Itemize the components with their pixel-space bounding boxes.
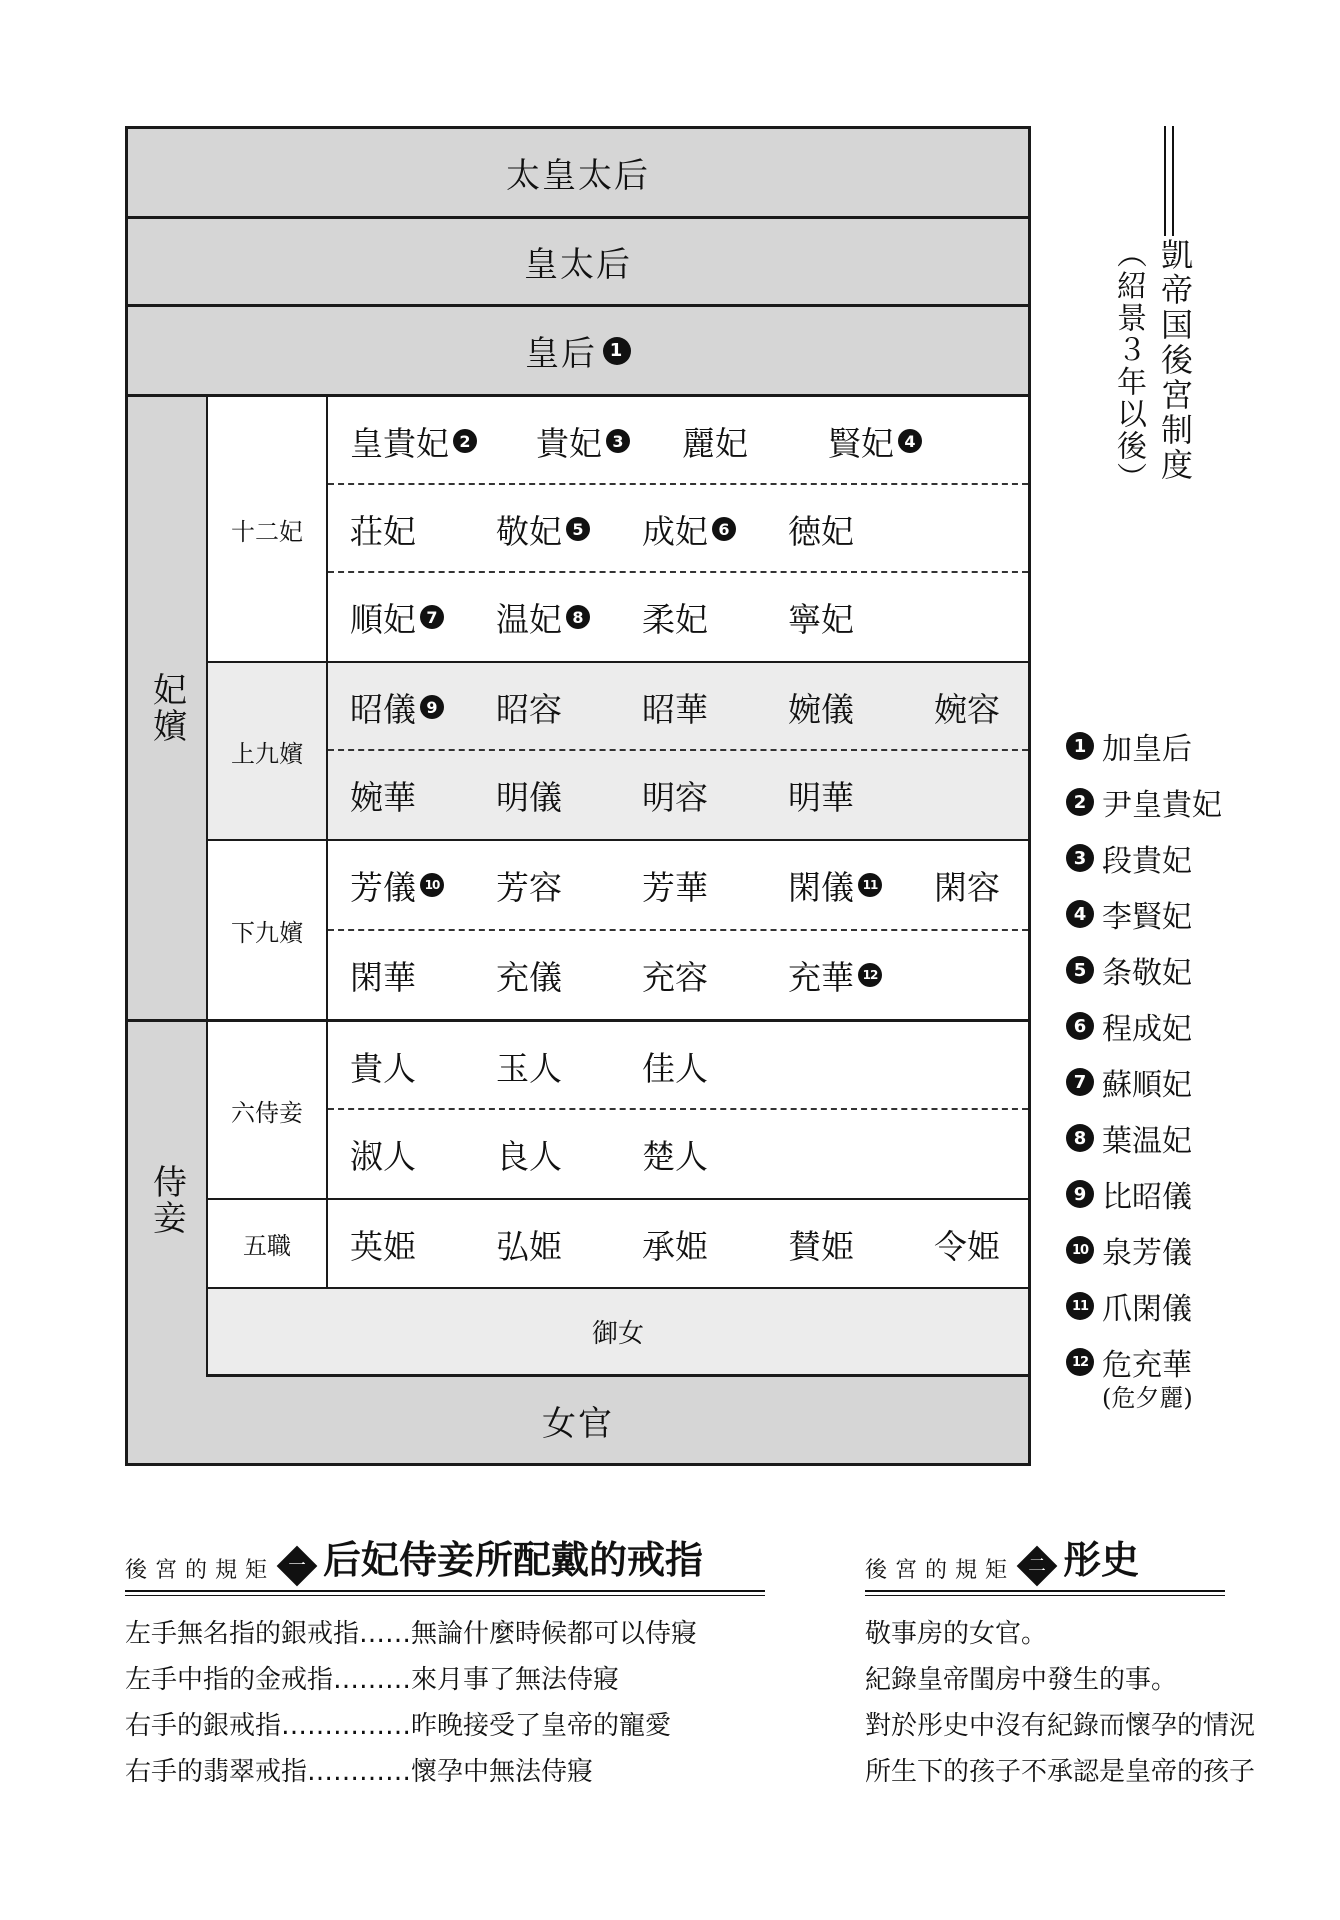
number-badge: 7 xyxy=(420,605,444,629)
rank-title: 温妃 xyxy=(496,599,562,639)
legend-item xyxy=(1066,830,1336,886)
chart-title xyxy=(1098,126,1208,506)
legend-name: 条敬妃 xyxy=(1102,956,1192,991)
rank-cell xyxy=(788,573,854,661)
rank-cell xyxy=(350,1022,416,1110)
number-badge: 1 xyxy=(603,337,631,365)
legend-item xyxy=(1066,718,1336,774)
rank-title: 良人 xyxy=(496,1136,562,1176)
rule-section-tongshi xyxy=(865,1530,1325,1792)
legend-item xyxy=(1066,998,1336,1054)
rank-title: 徳妃 xyxy=(788,511,854,551)
rank-cell xyxy=(496,1200,562,1288)
subgroup-six-concubines xyxy=(208,1022,328,1200)
subgroup-five-posts xyxy=(208,1200,328,1289)
rank-title: 昭容 xyxy=(496,689,562,729)
section-number-diamond xyxy=(277,1546,318,1587)
rank-title: 芳容 xyxy=(496,867,562,907)
rank-cell xyxy=(642,841,708,929)
number-badge: 3 xyxy=(606,429,630,453)
rank-title: 皇貴妃 xyxy=(350,423,449,463)
rank-female-officials xyxy=(128,1377,1028,1463)
rank-cell xyxy=(496,1022,562,1110)
rank-label: 皇后 xyxy=(525,334,597,374)
number-badge: 11 xyxy=(858,873,882,897)
rank-empress-dowager xyxy=(128,219,1028,307)
legend-name: 葉温妃 xyxy=(1102,1124,1192,1159)
section-number-diamond xyxy=(1017,1546,1058,1587)
subgroup-upper-nine xyxy=(208,663,328,841)
legend-item xyxy=(1066,1110,1336,1166)
number-badge: 12 xyxy=(858,963,882,987)
rank-title: 明儀 xyxy=(496,777,562,817)
legend xyxy=(1066,718,1336,1413)
number-badge: 3 xyxy=(1066,844,1094,872)
rank-title: 麗妃 xyxy=(682,423,748,463)
rank-cell xyxy=(642,663,708,751)
legend-item xyxy=(1066,1166,1336,1222)
legend-item xyxy=(1066,1278,1336,1334)
rank-cell xyxy=(788,663,854,751)
legend-name: 段貴妃 xyxy=(1102,844,1192,879)
rank-title: 婉華 xyxy=(350,777,416,817)
section-line: 敬事房的女官。 xyxy=(865,1618,1048,1649)
rank-title: 寧妃 xyxy=(788,599,854,639)
subgroup-label: 五職 xyxy=(243,1232,291,1260)
rank-cell xyxy=(642,751,708,839)
number-badge: 6 xyxy=(712,517,736,541)
rank-title: 賢妃 xyxy=(828,423,894,463)
legend-item xyxy=(1066,942,1336,998)
number-badge: 5 xyxy=(566,517,590,541)
section-lines xyxy=(865,1608,1325,1792)
rank-cell xyxy=(496,1110,562,1198)
group-consorts xyxy=(128,397,208,1022)
section-line: 左手無名指的銀戒指……無論什麼時候都可以侍寢 xyxy=(125,1618,698,1649)
rank-cell xyxy=(350,1110,416,1198)
rank-row xyxy=(328,663,1028,751)
rank-row xyxy=(328,573,1028,661)
rank-title: 賛姫 xyxy=(788,1226,854,1266)
hierarchy-chart xyxy=(125,126,1031,1466)
rank-label: 皇太后 xyxy=(524,245,632,285)
rank-label: 太皇太后 xyxy=(506,156,650,196)
rank-row xyxy=(328,931,1028,1021)
rank-title: 佳人 xyxy=(642,1048,708,1088)
section-prefix: 後宮的規矩 xyxy=(865,1558,1016,1583)
rank-title: 成妃 xyxy=(642,511,708,551)
section-underline xyxy=(865,1590,1225,1596)
rank-label: 御女 xyxy=(591,1319,644,1349)
subgroup-label: 下九嬪 xyxy=(231,918,303,947)
number-badge: 5 xyxy=(1066,956,1094,984)
rank-cell xyxy=(496,573,590,661)
rank-row xyxy=(328,397,1028,485)
rank-cell xyxy=(642,931,708,1019)
rank-cell xyxy=(350,931,416,1019)
rank-cell xyxy=(934,1200,1000,1288)
legend-name: 加皇后 xyxy=(1102,732,1192,767)
rank-grand-empress-dowager xyxy=(128,129,1028,219)
rank-title: 楚人 xyxy=(642,1136,708,1176)
number-badge: 7 xyxy=(1066,1068,1094,1096)
section-heading xyxy=(865,1530,1325,1590)
group-label: 侍妾 xyxy=(146,1163,187,1236)
rank-cell xyxy=(350,1200,416,1288)
rank-cell xyxy=(642,1200,708,1288)
rank-title: 明容 xyxy=(642,777,708,817)
rank-row xyxy=(328,485,1028,573)
rank-cell xyxy=(350,397,477,485)
rank-title: 令姫 xyxy=(934,1226,1000,1266)
section-line: 右手的翡翠戒指…………懷孕中無法侍寢 xyxy=(125,1756,594,1787)
rank-cell xyxy=(496,663,562,751)
number-badge: 6 xyxy=(1066,1012,1094,1040)
number-badge: 9 xyxy=(420,695,444,719)
title-double-rule xyxy=(1164,126,1174,236)
lower-nine-cells xyxy=(328,841,1028,1022)
rank-title: 貴妃 xyxy=(536,423,602,463)
rank-title: 閑華 xyxy=(350,957,416,997)
upper-nine-cells xyxy=(328,663,1028,841)
number-badge: 4 xyxy=(898,429,922,453)
twelve-consorts-cells xyxy=(328,397,1028,663)
number-badge: 12 xyxy=(1066,1348,1094,1376)
section-number: 二 xyxy=(1028,1555,1046,1576)
section-title: 彤史 xyxy=(1063,1537,1140,1582)
rank-title: 敬妃 xyxy=(496,511,562,551)
legend-item xyxy=(1066,886,1336,942)
rank-row xyxy=(328,1110,1028,1198)
rank-title: 充儀 xyxy=(496,957,562,997)
number-badge: 8 xyxy=(1066,1124,1094,1152)
rank-title: 閑容 xyxy=(934,867,1000,907)
number-badge: 2 xyxy=(453,429,477,453)
rank-title: 荘妃 xyxy=(350,511,416,551)
rank-row xyxy=(328,1200,1028,1288)
rank-cell xyxy=(350,751,416,839)
number-badge: 10 xyxy=(1066,1236,1094,1264)
rank-title: 芳儀 xyxy=(350,867,416,907)
legend-name: 危充華 xyxy=(1102,1348,1192,1383)
rank-title: 明華 xyxy=(788,777,854,817)
rank-cell xyxy=(934,841,1000,929)
rank-title: 英姫 xyxy=(350,1226,416,1266)
rank-title: 淑人 xyxy=(350,1136,416,1176)
rank-title: 貴人 xyxy=(350,1048,416,1088)
number-badge: 10 xyxy=(420,873,444,897)
section-underline xyxy=(125,1590,765,1596)
rank-cell xyxy=(350,663,444,751)
rank-title: 弘姫 xyxy=(496,1226,562,1266)
rank-cell xyxy=(682,397,748,485)
legend-name: 程成妃 xyxy=(1102,1012,1192,1047)
rule-section-rings xyxy=(125,1530,765,1792)
rank-cell xyxy=(642,485,736,573)
section-heading xyxy=(125,1530,765,1590)
title-subtitle: （紹景３年以後） xyxy=(1111,238,1146,494)
legend-name: 李賢妃 xyxy=(1102,900,1192,935)
legend-name: 蘇順妃 xyxy=(1102,1068,1192,1103)
legend-name: 泉芳儀 xyxy=(1102,1236,1192,1271)
rank-empress xyxy=(128,307,1028,397)
section-number: 一 xyxy=(288,1555,306,1576)
rank-title: 芳華 xyxy=(642,867,708,907)
rank-title: 充容 xyxy=(642,957,708,997)
legend-note: (危夕麗) xyxy=(1102,1384,1193,1412)
legend-item xyxy=(1066,1222,1336,1278)
section-line: 所生下的孩子不承認是皇帝的孩子 xyxy=(865,1756,1256,1787)
number-badge: 1 xyxy=(1066,732,1094,760)
rank-title: 充華 xyxy=(788,957,854,997)
section-lines xyxy=(125,1608,765,1792)
section-line: 右手的銀戒指……………昨晚接受了皇帝的寵愛 xyxy=(125,1710,672,1741)
legend-name: 尹皇貴妃 xyxy=(1102,788,1222,823)
number-badge: 8 xyxy=(566,605,590,629)
rank-title: 玉人 xyxy=(496,1048,562,1088)
rank-title: 承姫 xyxy=(642,1226,708,1266)
rank-label: 女官 xyxy=(542,1403,614,1444)
rank-cell xyxy=(788,485,854,573)
subgroup-label: 六侍妾 xyxy=(231,1098,303,1127)
subgroup-twelve-consorts xyxy=(208,397,328,663)
rank-cell xyxy=(496,485,590,573)
rank-palace-maids xyxy=(208,1289,1028,1377)
rank-cell xyxy=(642,1022,708,1110)
section-line: 左手中指的金戒指………來月事了無法侍寢 xyxy=(125,1664,620,1695)
rank-title: 閑儀 xyxy=(788,867,854,907)
group-concubines xyxy=(128,1022,208,1377)
rank-cell xyxy=(788,1200,854,1288)
rank-row xyxy=(328,841,1028,931)
rank-title: 昭華 xyxy=(642,689,708,729)
number-badge: 11 xyxy=(1066,1292,1094,1320)
subgroup-label: 上九嬪 xyxy=(231,739,303,768)
rank-cell xyxy=(642,1110,708,1198)
section-prefix: 後宮的規矩 xyxy=(125,1558,276,1583)
number-badge: 2 xyxy=(1066,788,1094,816)
rank-cell xyxy=(496,931,562,1019)
rank-cell xyxy=(642,573,708,661)
rank-title: 柔妃 xyxy=(642,599,708,639)
rank-cell xyxy=(496,751,562,839)
rank-cell xyxy=(934,663,1000,751)
rank-cell xyxy=(788,751,854,839)
rank-cell xyxy=(788,841,882,929)
title-main: 凱帝国後宮制度 xyxy=(1156,238,1194,483)
rank-title: 昭儀 xyxy=(350,689,416,729)
number-badge: 4 xyxy=(1066,900,1094,928)
legend-name: 比昭儀 xyxy=(1102,1180,1192,1215)
subgroup-label: 十二妃 xyxy=(231,517,303,546)
section-title: 后妃侍妾所配戴的戒指 xyxy=(323,1537,704,1582)
subgroup-lower-nine xyxy=(208,841,328,1022)
group-label: 妃嬪 xyxy=(146,672,187,744)
rank-cell xyxy=(350,573,444,661)
rank-row xyxy=(328,751,1028,839)
legend-item xyxy=(1066,774,1336,830)
rank-title: 婉儀 xyxy=(788,689,854,729)
legend-item xyxy=(1066,1054,1336,1110)
rank-cell xyxy=(536,397,630,485)
rank-row xyxy=(328,1022,1028,1110)
rank-cell xyxy=(496,841,562,929)
rank-cell xyxy=(788,931,882,1019)
rank-cell xyxy=(350,841,444,929)
section-line: 對於彤史中沒有紀錄而懷孕的情況 xyxy=(865,1710,1256,1741)
legend-name: 爪閑儀 xyxy=(1102,1292,1192,1327)
five-posts-cells xyxy=(328,1200,1028,1289)
six-concubines-cells xyxy=(328,1022,1028,1200)
section-line: 紀錄皇帝閨房中發生的事。 xyxy=(865,1664,1178,1695)
rank-cell xyxy=(350,485,416,573)
rank-title: 順妃 xyxy=(350,599,416,639)
number-badge: 9 xyxy=(1066,1180,1094,1208)
rank-cell xyxy=(828,397,922,485)
rank-title: 婉容 xyxy=(934,689,1000,729)
